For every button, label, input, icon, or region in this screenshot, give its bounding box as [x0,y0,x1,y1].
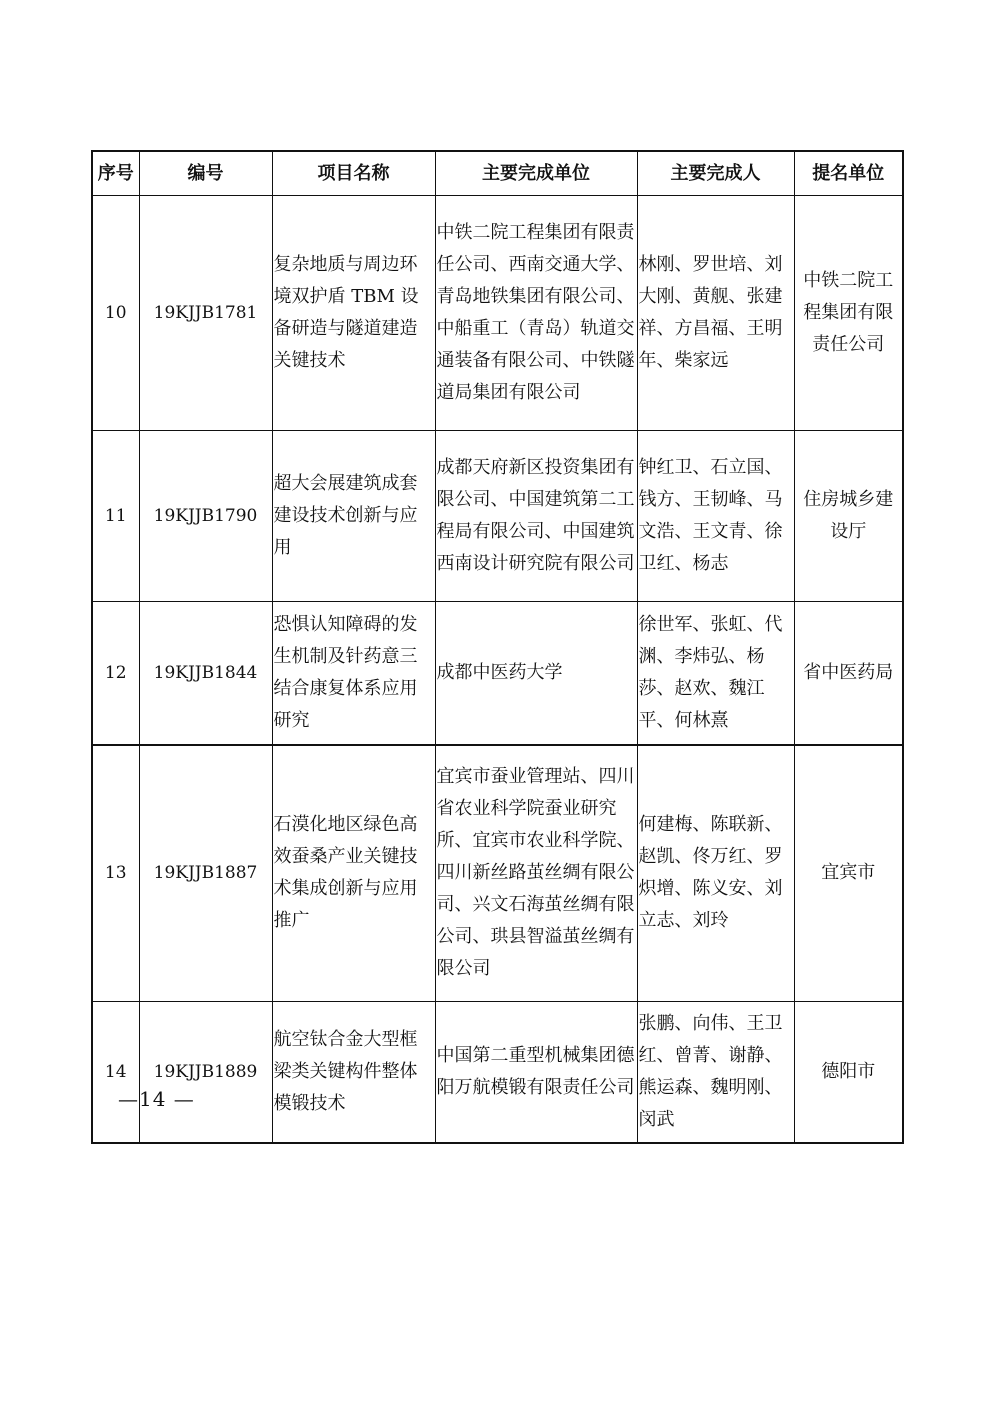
cell-units: 成都天府新区投资集团有限公司、中国建筑第二工程局有限公司、中国建筑西南设计研究院有限公司 [435,431,637,602]
cell-nominator: 省中医药局 [794,602,903,745]
cell-code: 19KJJB1781 [139,196,272,431]
page-number: —14 — [118,1087,195,1111]
cell-project: 恐惧认知障碍的发生机制及针药意三结合康复体系应用研究 [272,602,435,745]
cell-code: 19KJJB1790 [139,431,272,602]
header-units: 主要完成单位 [435,151,637,196]
cell-project: 复杂地质与周边环境双护盾 TBM 设备研造与隧道建造关键技术 [272,196,435,431]
cell-people: 何建梅、陈联新、赵凯、佟万红、罗炽增、陈义安、刘立志、刘玲 [637,745,794,1002]
table-row [92,196,903,431]
header-project: 项目名称 [272,151,435,196]
cell-code: 19KJJB1844 [139,602,272,745]
cell-nominator: 德阳市 [794,1002,903,1143]
cell-project: 超大会展建筑成套建设技术创新与应用 [272,431,435,602]
table-row [92,1002,903,1143]
cell-seq: 12 [92,602,139,745]
cell-seq: 11 [92,431,139,602]
cell-people: 张鹏、向伟、王卫红、曾菁、谢静、熊运森、魏明刚、闵武 [637,1002,794,1143]
cell-units: 成都中医药大学 [435,602,637,745]
award-table [91,150,904,1144]
cell-nominator: 中铁二院工程集团有限责任公司 [794,196,903,431]
cell-nominator: 住房城乡建设厅 [794,431,903,602]
cell-code: 19KJJB1887 [139,745,272,1002]
table-row [92,431,903,602]
cell-people: 钟红卫、石立国、钱方、王韧峰、马文浩、王文青、徐卫红、杨志 [637,431,794,602]
cell-units: 中国第二重型机械集团德阳万航模锻有限责任公司 [435,1002,637,1143]
cell-people: 徐世军、张虹、代渊、李炜弘、杨莎、赵欢、魏江平、何林熹 [637,602,794,745]
table-row [92,745,903,1002]
table-header-row [92,151,903,196]
cell-units: 中铁二院工程集团有限责任公司、西南交通大学、青岛地铁集团有限公司、中船重工（青岛）轨道交通装备有限公司、中铁隧道局集团有限公司 [435,196,637,431]
cell-people: 林刚、罗世培、刘大刚、黄舰、张建祥、方昌福、王明年、柴家远 [637,196,794,431]
cell-seq: 13 [92,745,139,1002]
cell-units: 宜宾市蚕业管理站、四川省农业科学院蚕业研究所、宜宾市农业科学院、四川新丝路茧丝绸有限公司、兴文石海茧丝绸有限公司、珙县智溢茧丝绸有限公司 [435,745,637,1002]
cell-project: 石漠化地区绿色高效蚕桑产业关键技术集成创新与应用推广 [272,745,435,1002]
cell-seq: 14 [92,1002,139,1143]
header-nominator: 提名单位 [794,151,903,196]
header-seq: 序号 [92,151,139,196]
cell-project: 航空钛合金大型框梁类关键构件整体模锻技术 [272,1002,435,1143]
header-people: 主要完成人 [637,151,794,196]
header-code: 编号 [139,151,272,196]
table-row [92,602,903,745]
cell-seq: 10 [92,196,139,431]
cell-code: 19KJJB1889 [139,1002,272,1143]
cell-nominator: 宜宾市 [794,745,903,1002]
